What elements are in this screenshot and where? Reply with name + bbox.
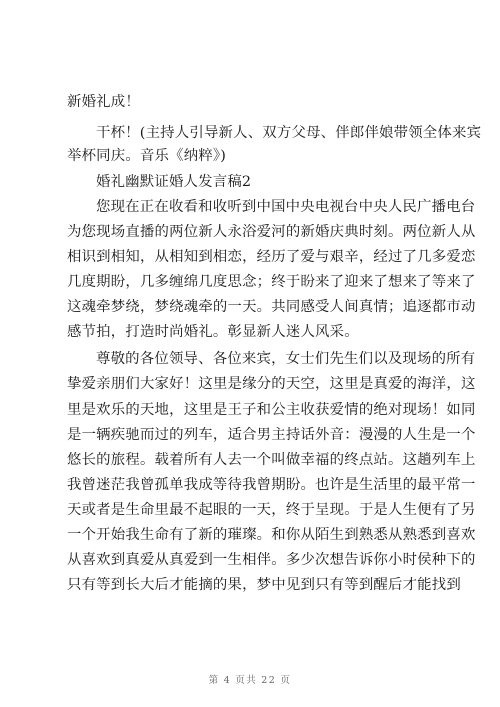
text-line: 里是欢乐的天地，这里是王子和公主收获爱情的绝对现场！如同 <box>67 402 476 418</box>
text-line: 从喜欢到真爱从真爱到一生相伴。多少次想告诉你小时侯种下的 <box>67 552 476 568</box>
text-line: 几度期盼，几多缠绵几度思念；终于盼来了迎来了想来了等来了 <box>67 274 476 290</box>
text-line: 我曾迷茫我曾孤单我成等待我曾期盼。也许是生活里的最平常一 <box>67 477 476 493</box>
text-line: 为您现场直播的两位新人永浴爱河的新婚庆典时刻。两位新人从 <box>67 224 476 240</box>
text-line: 新婚礼成！ <box>67 94 140 110</box>
footer-prefix: 第 <box>208 675 220 686</box>
text-line: 是一辆疾驰而过的列车，适合男主持话外音：漫漫的人生是一个 <box>67 427 476 443</box>
text-line: 您现在正在收看和收听到中国中央电视台中央人民广播电台 <box>96 199 476 215</box>
text-line: 举杯同庆。音乐《纳粹》) <box>67 148 227 164</box>
text-line: 干杯！(主持人引导新人、双方父母、伴郎伴娘带领全体来宾 <box>96 125 482 141</box>
text-line: 相识到相知，从相知到相恋，经历了爱与艰辛，经过了几多爱恋 <box>67 249 476 265</box>
page-number: 4 <box>223 675 232 686</box>
page-footer <box>0 674 500 688</box>
footer-middle: 页共 <box>235 675 258 686</box>
total-pages: 22 <box>261 675 277 686</box>
section-heading: 婚礼幽默证婚人发言稿2 <box>96 174 252 190</box>
text-line: 只有等到长大后才能摘的果，梦中见到只有等到醒后才能找到 <box>67 577 461 593</box>
footer-suffix: 页 <box>280 675 292 686</box>
text-line: 悠长的旅程。载着所有人去一个叫做幸福的终点站。这趟列车上 <box>67 452 476 468</box>
text-line: 天或者是生命里最不起眼的一天，终于呈现。于是人生便有了另 <box>67 502 476 518</box>
text-line: 一个开始我生命有了新的璀璨。和你从陌生到熟悉从熟悉到喜欢 <box>67 527 476 543</box>
text-line: 尊敬的各位领导、各位来宾，女士们先生们以及现场的所有 <box>96 351 476 367</box>
text-line: 感节拍，打造时尚婚礼。彰显新人迷人风采。 <box>67 324 359 340</box>
text-line: 这魂牵梦绕，梦绕魂牵的一天。共同感受人间真情；追逐都市动 <box>67 299 476 315</box>
text-line: 挚爱亲朋们大家好！这里是缘分的天空，这里是真爱的海洋，这 <box>67 376 476 392</box>
